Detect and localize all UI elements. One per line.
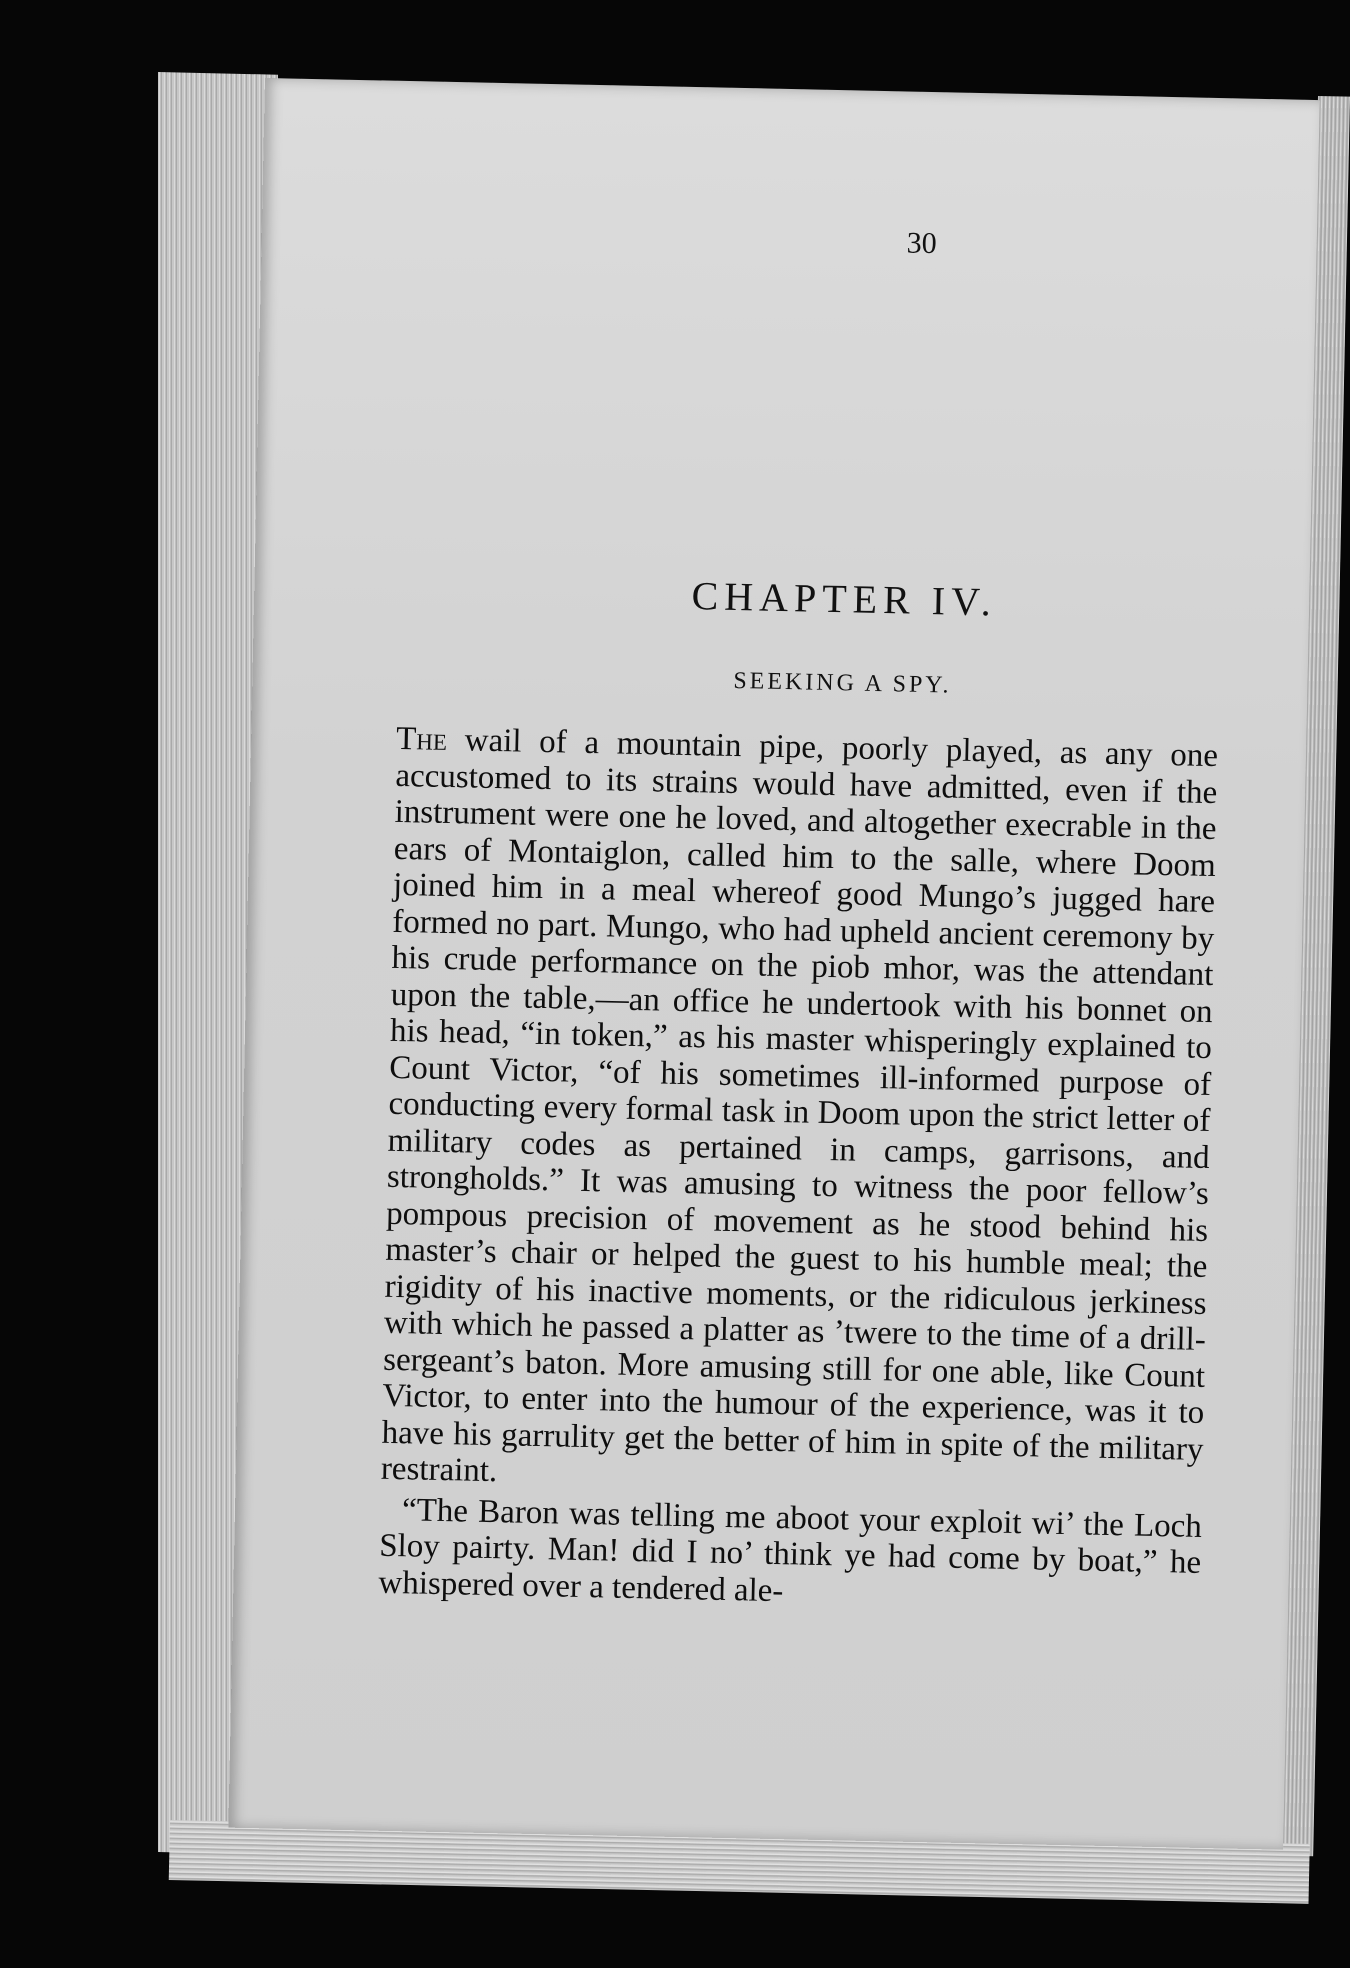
page-sheet (228, 78, 1319, 1850)
body-text (378, 721, 1218, 1618)
paragraph-1-text: wail of a mountain pipe, poorly played, as any one accustomed to its strains would have admitted, even if the instrument were one he loved, and altogether execrable in the ears of Montaiglon, called him to the salle, where Doom joined him in a meal whereof good Mungo’s jugged hare formed no part. Mungo, who had upheld ancient ceremony by his crude performance on the piob mhor, was the attendant upon the table,—an office he undertook with his bonnet on his head, “in token,” as his master whisperingly explained to Count Victor, “of his sometimes ill-informed purpose of conducting every formal task in Doom upon the strict letter of military codes as pertained in camps, garrisons, and strongholds.” It was amusing to witness the poor fellow’s pompous precision of movement as he stood behind his master’s chair or helped the guest to his humble meal; the rigidity of his inactive moments, or the ridiculous jerkiness with which he passed a platter as ’twere to the time of a drill-sergeant’s baton. More amusing still for one able, like Count Victor, to enter into the humour of the experience, was it to have his garrulity get the better of him in spite of the military restraint. (380, 721, 1219, 1490)
chapter-subtitle: SEEKING A SPY. (733, 667, 952, 699)
paragraph-lead-word: The (395, 720, 448, 758)
page-number: 30 (906, 226, 938, 261)
paragraph-1 (381, 721, 1219, 1505)
paragraph-2 (378, 1491, 1202, 1618)
chapter-title: CHAPTER IV. (691, 573, 998, 625)
paragraph-2-text: “The Baron was telling me aboot your exploit wi’ the Loch Sloy pairty. Man! did I no’ think ye had come by boat,” he whispered over a tendered ale- (378, 1491, 1203, 1609)
